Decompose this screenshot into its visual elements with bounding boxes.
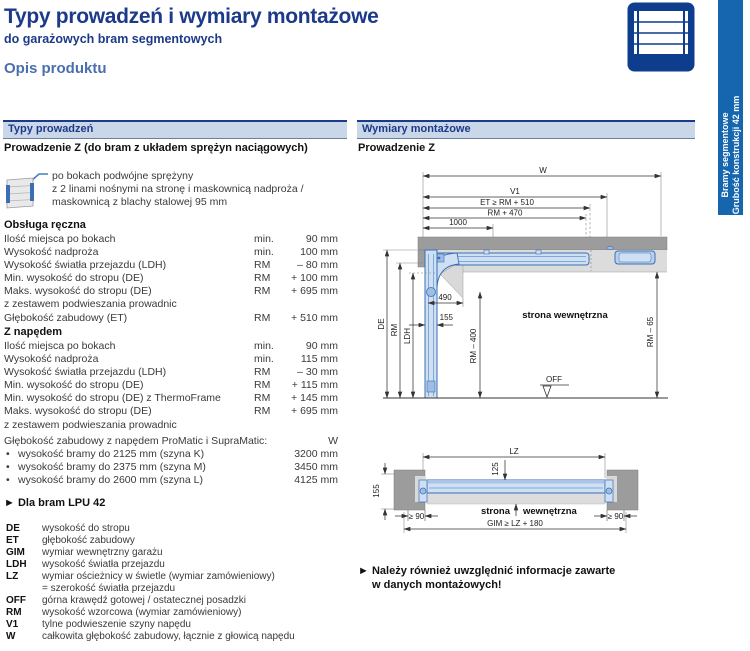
- powered-table: [4, 340, 338, 432]
- operator-depth-header: Głębokość zabudowy z napędem ProMatic i SupraMatic: W: [4, 435, 338, 447]
- dim-90-left: ≥ 90: [408, 512, 425, 521]
- dim-v1: V1: [510, 187, 520, 196]
- operator-head: [615, 251, 655, 264]
- legend-row: LDH wysokość światła przejazdu: [6, 559, 165, 570]
- legend-row: W całkowita głębokość zabudowy, łącznie z głowicą napędu: [6, 631, 295, 642]
- dim-490: 490: [438, 293, 452, 302]
- legend-row: V1 tylne podwieszenie szyny napędu: [6, 619, 191, 630]
- table-row: Min. wysokość do stropu (DE) RM + 115 mm: [4, 379, 338, 392]
- section-name: Opis produktu: [4, 60, 107, 77]
- dim-rm400: RM – 400: [469, 328, 478, 364]
- table-row: Maks. wysokość do stropu (DE) RM + 695 mm: [4, 405, 338, 418]
- table-row: z zestawem podwieszania prowadnic: [4, 298, 177, 311]
- variant-description-line1: po bokach podwójne sprężyny: [52, 170, 194, 182]
- roller: [427, 288, 436, 297]
- ceiling-fixing: [607, 246, 613, 249]
- variant-description: [52, 170, 342, 209]
- variant-description-line2: z 2 linami nośnymi na stronę i maskownicą nadproża /: [52, 183, 304, 195]
- dim-155: 155: [439, 313, 453, 322]
- dim-rm470: RM + 470: [487, 208, 523, 218]
- dim-1000: 1000: [449, 218, 467, 227]
- off-label: OFF: [546, 375, 562, 384]
- dim-gim: GIM ≥ LZ + 180: [487, 519, 543, 528]
- right-section-header: Wymiary montażowe: [357, 120, 695, 139]
- dim-et: ET ≥ RM + 510: [480, 198, 534, 207]
- door-panel: [427, 480, 605, 493]
- chapter-tab-label: [720, 96, 742, 215]
- table-row: Min. wysokość do stropu (DE) z ThermoFrame RM + 145 mm: [4, 392, 338, 405]
- ceiling: [418, 237, 667, 250]
- chapter-tab-line1: Bramy segmentowe: [719, 112, 730, 198]
- dim-ldh: LDH: [403, 327, 412, 345]
- dim-rm65: RM – 65: [646, 316, 655, 348]
- arrow-right-icon: ►: [358, 565, 369, 577]
- left-variant-title: Prowadzenie Z (do bram z układem sprężyn naciągowych): [4, 142, 308, 154]
- bullet-icon: •: [6, 461, 10, 474]
- powered-section-title: Z napędem: [4, 326, 63, 338]
- installation-diagram-plan-view: [357, 430, 697, 550]
- dim-de: DE: [377, 318, 386, 330]
- vertical-track: [425, 250, 437, 398]
- table-row: Ilość miejsca po bokach min. 90 mm: [4, 233, 338, 245]
- legend-row: OFF górna krawędź gotowej / ostatecznej posadzki: [6, 595, 247, 606]
- legend-row: GIM wymiar wewnętrzny garażu: [6, 547, 163, 558]
- page-title: Typy prowadzeń i wymiary montażowe: [4, 5, 379, 28]
- table-row: z zestawem podwieszania prowadnic: [4, 418, 177, 431]
- dim-rm: RM: [390, 323, 399, 337]
- table-row: Wysokość nadproża min. 115 mm: [4, 353, 338, 366]
- legend-row: LZ wymiar ościeżnicy w świetle (wymiar zamówieniowy) = szerokość światła przejazdu: [6, 571, 275, 594]
- dim-lz: LZ: [509, 447, 519, 456]
- right-track-hardware: [605, 480, 613, 502]
- table-row: Głębokość zabudowy (ET) RM + 510 mm: [4, 311, 338, 324]
- off-arrow-icon: [543, 386, 551, 397]
- dim-90-right: ≥ 90: [607, 512, 624, 521]
- table-row: Wysokość światła przejazdu (LDH) RM – 80 mm: [4, 259, 338, 272]
- list-item: • wysokość bramy do 2375 mm (szyna M) 3450 mm: [6, 461, 338, 474]
- installation-diagram-side-view: [357, 160, 697, 413]
- table-row: Wysokość światła przejazdu (LDH) RM – 30 mm: [4, 366, 338, 379]
- dim-125: 125: [491, 462, 500, 476]
- dim-w: W: [539, 166, 547, 175]
- legend: [4, 523, 344, 643]
- sectional-door-icon: [627, 2, 695, 77]
- frame-band: [427, 493, 605, 504]
- inside-label-1: strona: [480, 506, 510, 517]
- inside-label-2: wewnętrzna: [523, 506, 577, 517]
- manual-section-title: Obsługa ręczna: [4, 219, 86, 231]
- legend-row: DE wysokość do stropu: [6, 523, 130, 534]
- chapter-tab: [718, 0, 743, 215]
- bullet-icon: •: [6, 474, 10, 487]
- left-section-header: Typy prowadzeń: [3, 120, 347, 139]
- operator-depth-block: [4, 435, 338, 487]
- variant-description-line3: maskownicą z blachy stalowej 95 mm: [52, 196, 228, 208]
- list-item: • wysokość bramy do 2600 mm (szyna L) 4125 mm: [6, 474, 338, 487]
- dim-155-plan: 155: [372, 484, 381, 498]
- table-row: Min. wysokość do stropu (DE) RM + 100 mm: [4, 272, 338, 285]
- table-row: Maks. wysokość do stropu (DE) RM + 695 mm: [4, 285, 338, 298]
- door-panel-illustration: [3, 171, 49, 216]
- chapter-tab-line2: Grubość konstrukcji 42 mm: [730, 95, 741, 215]
- arrow-right-icon: ►: [4, 497, 15, 509]
- list-item: • wysokość bramy do 2125 mm (szyna K) 3200 mm: [6, 448, 338, 461]
- legend-row: ET głębokość zabudowy: [6, 535, 135, 546]
- legend-row: RM wysokość wzorcowa (wymiar zamówieniowy): [6, 607, 242, 618]
- inside-label: strona wewnętrzna: [522, 310, 608, 321]
- table-row: Wysokość nadproża min. 100 mm: [4, 246, 338, 259]
- page-subtitle: do garażowych bram segmentowych: [4, 32, 223, 46]
- installation-note: ► Należy również uwzględnić informacje zawarte w danych montażowych!: [358, 565, 616, 591]
- bullet-icon: •: [6, 448, 10, 461]
- left-track-hardware: [419, 480, 427, 502]
- manual-table: [4, 233, 338, 325]
- lpu-note: ► Dla bram LPU 42: [4, 497, 106, 509]
- table-row: Ilość miejsca po bokach min. 90 mm: [4, 340, 338, 352]
- right-variant-title: Prowadzenie Z: [358, 142, 436, 154]
